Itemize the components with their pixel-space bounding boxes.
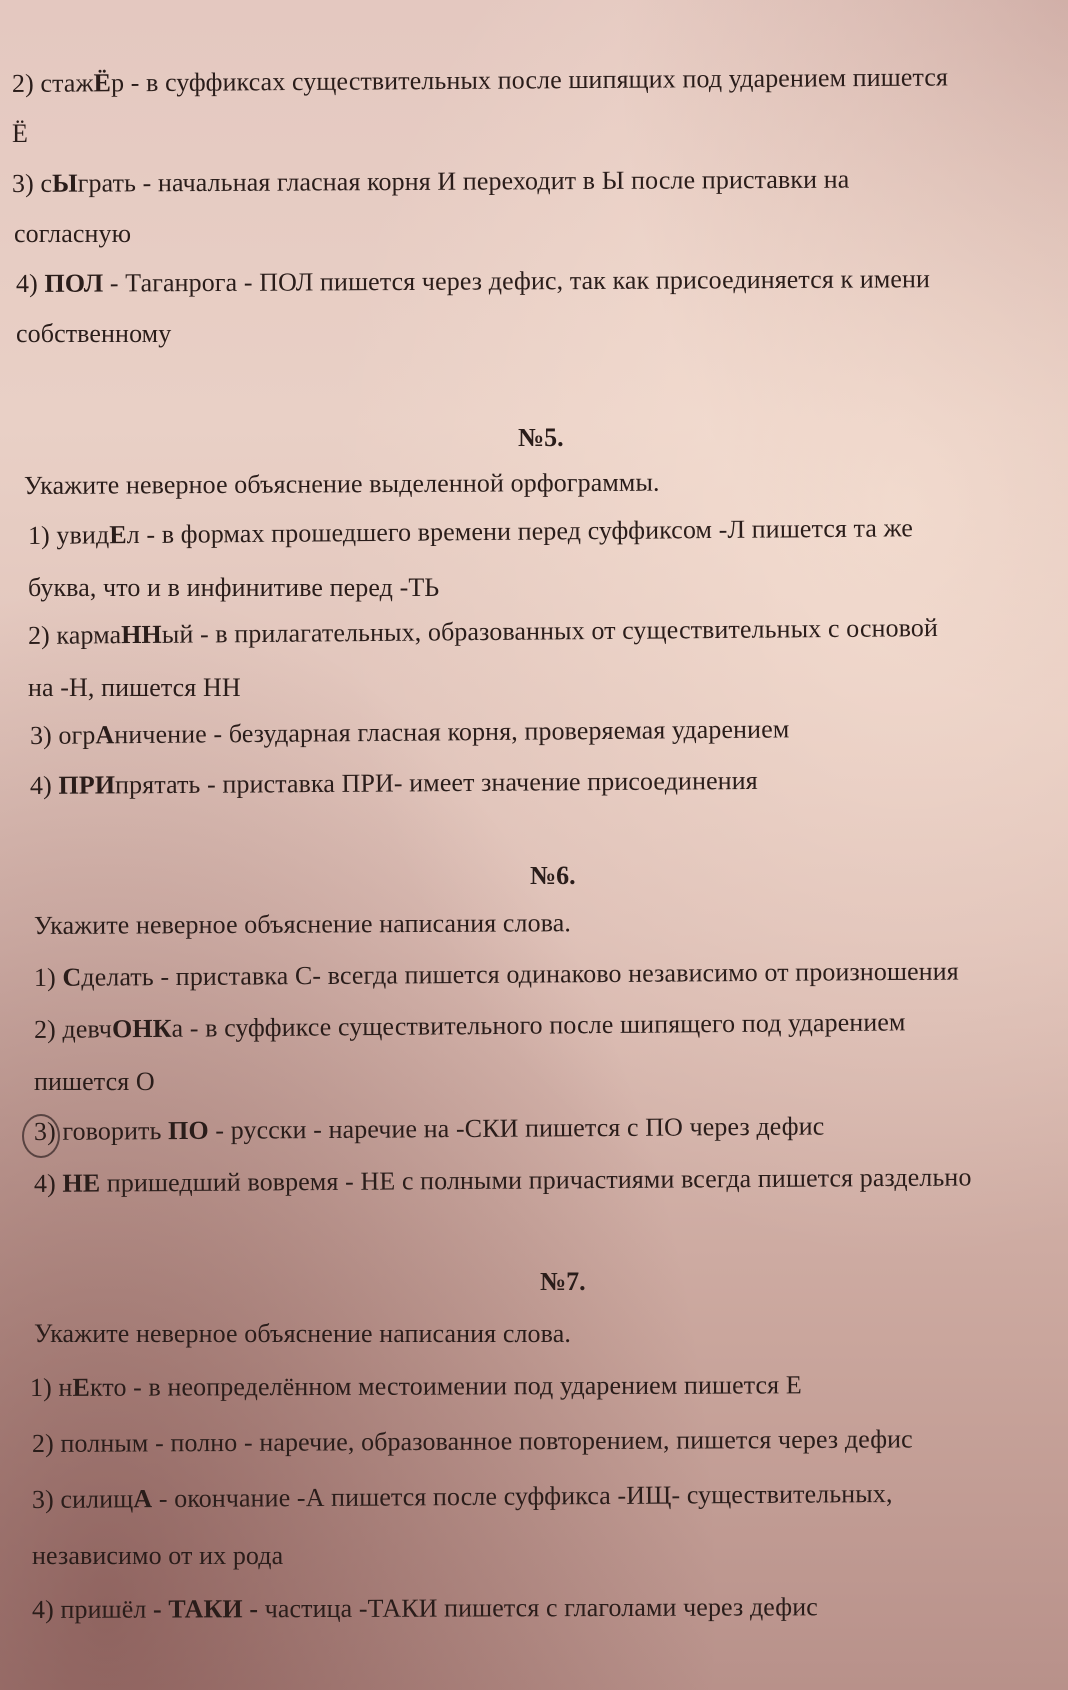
s5-option-2-line2: на -Н, пишется НН bbox=[28, 673, 241, 702]
s4-option-2-line1: 2) стажЁр - в суффиксах существительных после шипящих под ударением пишется bbox=[11, 62, 949, 98]
s6-option-2-line2: пишется О bbox=[34, 1067, 155, 1096]
s4-option-3-line2: согласную bbox=[14, 219, 132, 248]
handwritten-circle-mark bbox=[22, 1114, 60, 1158]
s6-option-4: 4) НЕ пришедший вовремя - НЕ с полными причастиями всегда пишется раздельно bbox=[33, 1162, 972, 1198]
s5-option-2-line1: 2) кармаННый - в прилагательных, образованных от существительных с основой bbox=[27, 613, 939, 650]
s7-option-3-line2: независимо от их рода bbox=[32, 1541, 284, 1570]
s4-option-2-line2: Ё bbox=[12, 119, 28, 148]
s6-option-3: 3) говорить ПО - русски - наречие на -СКИ пишется с ПО через дефис bbox=[33, 1111, 825, 1146]
s4-option-4-line1: 4) ПОЛ - Таганрога - ПОЛ пишется через дефис, так как присоединяется к имени bbox=[15, 264, 931, 298]
s5-option-1-line2: буква, что и в инфинитиве перед -ТЬ bbox=[28, 573, 440, 602]
s7-option-4: 4) пришёл - ТАКИ - частица -ТАКИ пишется с глаголами через дефис bbox=[31, 1592, 818, 1624]
section-6-heading: №6. bbox=[530, 861, 576, 890]
s5-option-1-line1: 1) увидЕл - в формах прошедшего времени перед суффиксом -Л пишется та же bbox=[27, 513, 914, 550]
section-5-heading: №5. bbox=[518, 423, 564, 452]
s6-option-2-line1: 2) девчОНКа - в суффиксе существительного после шипящего под ударением bbox=[33, 1007, 906, 1044]
section-7-heading: №7. bbox=[540, 1267, 586, 1296]
s6-option-1: 1) Сделать - приставка С- всегда пишется одинаково независимо от произношения bbox=[33, 956, 959, 992]
s5-option-4: 4) ПРИпрятать - приставка ПРИ- имеет значение присоединения bbox=[29, 765, 758, 800]
s4-option-4-line2: собственному bbox=[16, 319, 172, 348]
section-7-task: Укажите неверное объяснение написания слова. bbox=[34, 1319, 571, 1348]
s4-option-3-line1: 3) сЫграть - начальная гласная корня И переходит в Ы после приставки на bbox=[11, 164, 850, 198]
s5-option-3: 3) огрАничение - безударная гласная корня, проверяемая ударением bbox=[29, 714, 790, 750]
section-6-task: Укажите неверное объяснение написания слова. bbox=[33, 908, 572, 940]
section-5-task: Укажите неверное объяснение выделенной орфограммы. bbox=[23, 467, 660, 500]
s7-option-1: 1) нЕкто - в неопределённом местоимении под ударением пишется Е bbox=[29, 1370, 802, 1402]
s7-option-2: 2) полным - полно - наречие, образованное повторением, пишется через дефис bbox=[31, 1424, 913, 1458]
s7-option-3-line1: 3) силищА - окончание -А пишется после суффикса -ИЩ- существительных, bbox=[31, 1478, 893, 1514]
